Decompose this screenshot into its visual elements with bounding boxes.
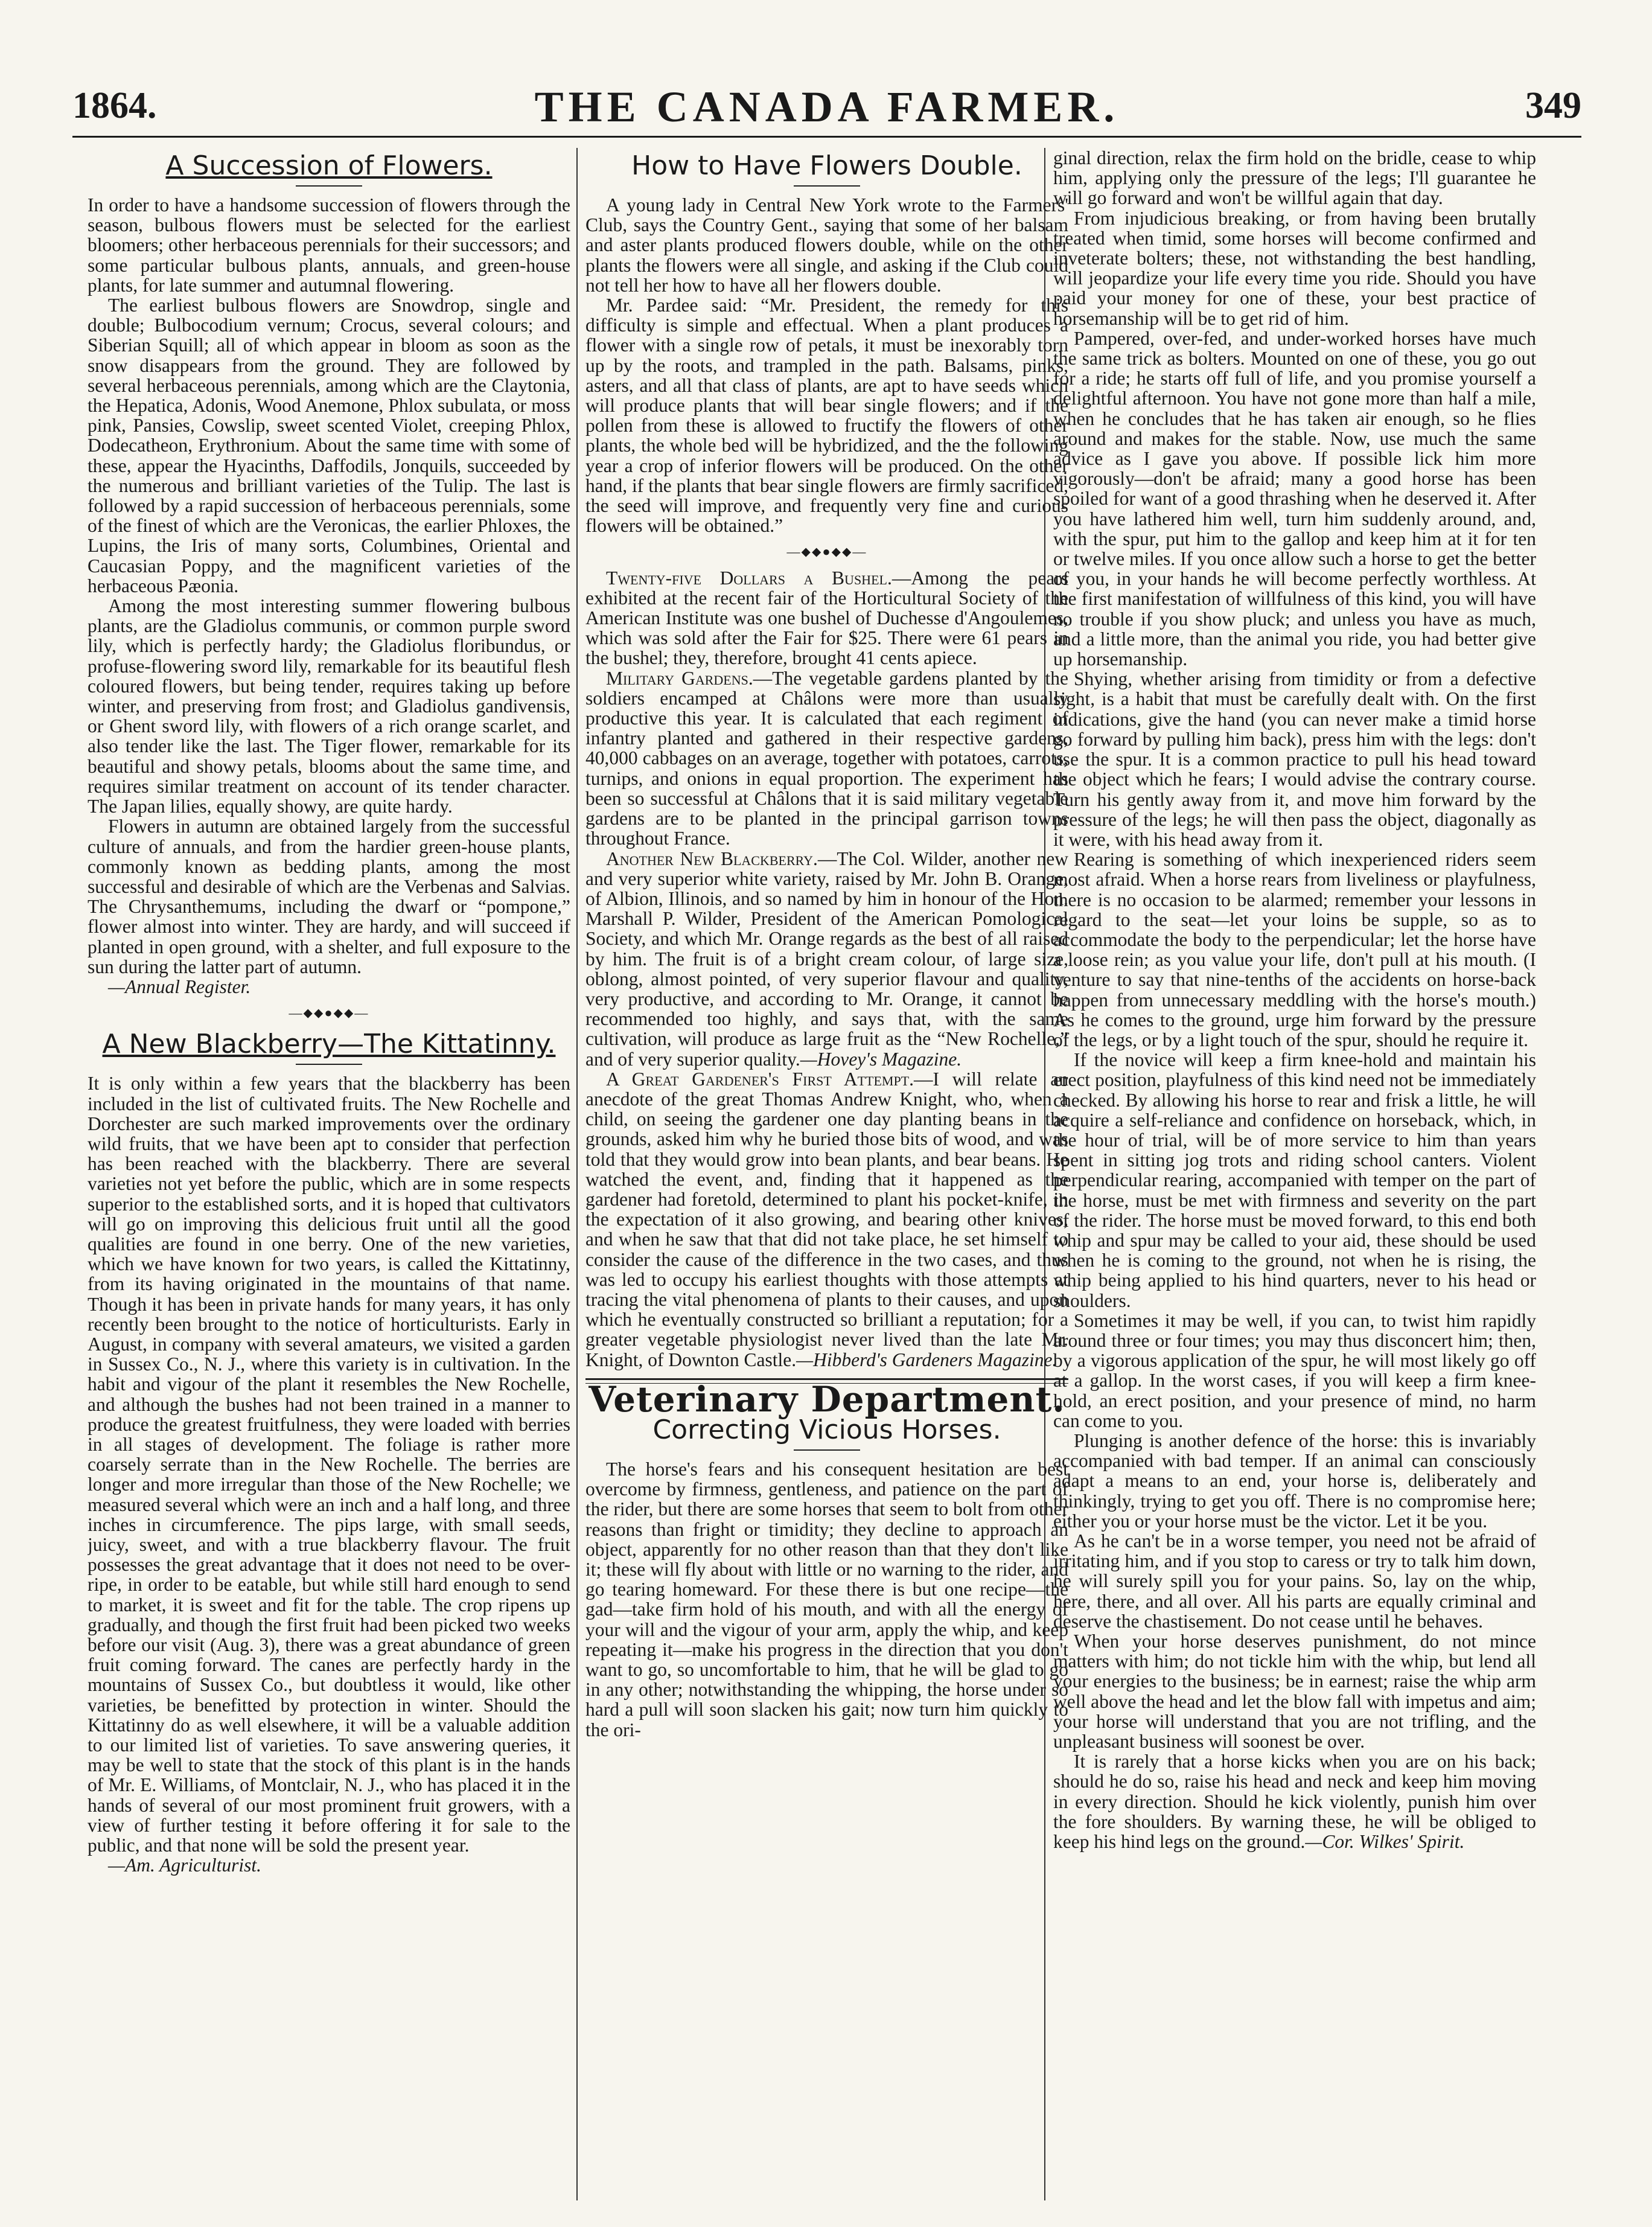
- paragraph: As he can't be in a worse temper, you need not be afraid of irritating him, and if you stop to caress or try to talk him down, he will surely spill you for your pains. So, lay on the whip, here, there, and all over. All his parts are equally criminal and deserve the chastisement. Do not cease until he behaves.: [1053, 1530, 1536, 1632]
- paragraph: Pampered, over-fed, and under-worked horses have much the same trick as bolters. Mounted on one of these, you go out for a ride; he starts off full of life, and you promise yourself a delightful afternoon. You have not gone more than half a mile, when he concludes that he has taken air enough, so he flies around and makes for the stable. Now, use much the same advice as I gave you above. If possible lick him more vigorously—don't be afraid; many a good horse has been spoiled for want of a good thrashing when he deserved it. After you have lathered him well, turn him suddenly around, and, with the spur, put him to the gallop and keep him at it for ten or twelve miles. If you once allow such a horse to get the better of you, in your hands he will become perfectly worthless. At the first manifestation of willfulness of this kind, you will have no trouble if you show pluck; and unless you have as much, and a little more, than the animal you ride, you had better give up horsemanship.: [1053, 327, 1536, 670]
- paragraph: From injudicious breaking, or from having been brutally treated when timid, some horses will become confirmed and inveterate bolters; these, not withstanding the best handling, will jeopardize your life every time you ride. Should you have paid your money for one of these, your best practice of horsemanship will be to get rid of him.: [1053, 207, 1536, 329]
- paragraph: The horse's fears and his consequent hesitation are best overcome by firmness, gentleness, and patience on the part of the rider, but there are some horses that seem to bolt from other reasons than fright or timidity; they decline to approach an object, apparently for no other reason than that they don't like it; these will fly about with little or no warning to the rider, and go tearing homeward. For these there is but one recipe—the gad—take firm hold of his mouth, and with all the energy of your will and the vigour of your arm, apply the whip, and keep repeating it—make his progress in the direction that you don't want to go, so uncomfortable to him, that he will be glad to go in any other; notwithstanding the whipping, the horse under so hard a pull will soon slacken his gait; now turn him quickly to the ori-: [585, 1458, 1068, 1740]
- paragraph: Rearing is something of which inexperienced riders seem most afraid. When a horse rears from liveliness or playfulness, there is no occasion to be alarmed; remember your lessons in regard to the seat—let your loins be supple, so as to accommodate the body to the perpendicular; let the horse have a loose rein; as you value your life, don't pull at his mouth. (I venture to say that nine-tenths of the accidents on horse-back happen from unnecessary meddling with the horse's mouth.) As he comes to the ground, urge him forward by the pressure of the legs, or by a light touch of the spur, should he require it.: [1053, 849, 1536, 1050]
- newspaper-title: THE CANADA FARMER.: [534, 83, 1120, 131]
- paragraph: Among the most interesting summer flowering bulbous plants, are the Gladiolus communis, or common purple sword lily, which is perfectly hardy; the Gladiolus floribundus, or profuse-flowering sword lily, remarkable for its beautiful flesh coloured flowers, but being tender, requires taking up before winter, and preserving from frost; and Gladiolus gandivensis, or Ghent sword lily, with flowers of a rich orange scarlet, and also tender like the last. The Tiger flower, remarkable for its beautiful and showy petals, blooms about the same time, and requires similar treatment on account of its tender character. The Japan lilies, equally showy, are quite hardy.: [88, 595, 570, 817]
- title-rule: [296, 185, 362, 187]
- issue-year: 1864.: [72, 85, 157, 126]
- section-ornament: —⬥⬥●⬥⬥—: [786, 544, 867, 560]
- article-title-blackberry: A New Blackberry—The Kittatinny.: [102, 1029, 556, 1060]
- paragraph: When your horse deserves punishment, do not mince matters with him; do not tickle him with the whip, but lend all your energies to the business; be in earnest; raise the whip arm well above the head and let the blow fall with impetus and aim; your horse will understand that you are not trifling, and the unpleasant business will soonest be over.: [1053, 1631, 1536, 1753]
- title-rule: [794, 1449, 860, 1451]
- article-title-vicious-horses: Correcting Vicious Horses.: [652, 1414, 1001, 1445]
- paragraph: Mr. Pardee said: “Mr. President, the remedy for this difficulty is simple and effectual. When a plant produces a flower with a single row of petals, it must be inexorably torn up by the roots, and trampled in the path. Balsams, pinks, asters, and all that class of plants, are apt to have seeds which will produce plants that will bear single flowers; and if the pollen from these is allowed to fructify the flowers of other plants, the whole bed will be hybridized, and the the following year a crop of inferior flowers will be produced. On the other hand, if the plants that bear single flowers are firmly sacrificed, the seed will improve, and frequently very fine and curious flowers will be obtained.”: [585, 295, 1068, 537]
- news-item-bushel: Twenty-five Dollars a Bushel.—Among the pears exhibited at the recent fair of the Horticultural Society of the American Institute was one bushel of Duchesse d'Angoulemes, which was sold after the Fair for $25. There were 61 pears in the bushel; they, therefore, brought 41 cents apiece.: [585, 567, 1068, 669]
- paragraph: It is rarely that a horse kicks when you are on his back; should he do so, raise his head and neck and keep him moving in every direction. Should he kick violently, punish him over the fore shoulders. By warning these, he will be obliged to keep his hind legs on the ground.—Cor. Wilkes' Spirit.: [1053, 1751, 1536, 1853]
- paragraph: It is only within a few years that the blackberry has been included in the list of cultivated fruits. The New Rochelle and Dorchester are such marked improvements over the ordinary wild fruits, that we have been apt to consider that perfection has been reached with the blackberry. There are several varieties not yet before the public, which are in some respects superior to the established sorts, and it is hoped that cultivators will go on improving this delicious fruit until all the good qualities are found in one berry. One of the new varieties, which we have known for two years, is called the Kittatinny, from its having originated in the mountains of that name. Though it has been in private hands for many years, it has only recently been brought to the notice of horticulturists. Early in August, in company with several amateurs, we visited a garden in Sussex Co., N. J., where this variety is in cultivation. In the habit and vigour of the plant it resembles the New Rochelle, and although the bushes had not been trained in a manner to produce the greatest fruitfulness, they were loaded with berries in all stages of development. The foliage is rather more coarsely serrate than in the New Rochelle. The berries are longer and more irregular than those of the New Rochelle; we measured several which were an inch and a half long, and three inches in circumference. The pips large, with small seeds, juicy, sweet, and with a true blackberry flavour. The fruit possesses the great advantage that it does not need to be over-ripe, in order to be eatable, but while still hard enough to send to market, it is sweet and fit for the table. The crop ripens up gradually, and though the first fruit had been picked two weeks before our visit (Aug. 3), there was a great abundance of green fruit coming forward. The canes are perfectly hardy in the mountains of Sussex Co., but doubtless it would, like other varieties, be benefitted by protection in winter. Should the Kittatinny do as well elsewhere, it will be a valuable addition to our limited list of varieties. To save answering queries, it may be well to state that the stock of this plant is in the hands of Mr. E. Williams, of Montclair, N. J., who has placed it in the hands of several of our most prominent fruit growers, with a view of further testing it before offering it for sale to the public, and that none will be sold the present year.: [88, 1073, 570, 1856]
- paragraph: If the novice will keep a firm knee-hold and maintain his erect position, playfulness of this kind need not be immediately checked. By allowing his horse to rear and frisk a little, he will acquire a self-reliance and confidence on horseback, which, in the hour of trial, will be of more service to him than years spent in sitting jog trots and riding school canters. Violent perpendicular rearing, accompanied with temper on the part of the horse, must be met with firmness and severity on the part of the rider. The horse must be moved forward, to this end both whip and spur may be called to your aid, these should be used when he is coming to the ground, not when he is rising, the whip being applied to his hind quarters, never to his head or shoulders.: [1053, 1049, 1536, 1311]
- column-1: [88, 148, 570, 2206]
- article-title-double-flowers: How to Have Flowers Double.: [631, 150, 1022, 181]
- paragraph: Flowers in autumn are obtained largely from the successful culture of annuals, and from the hardier green-house plants, commonly known as bedding plants, among the most successful and desirable of which are the Verbenas and Salvias. The Chrysanthemums, including the dwarf or “pompone,” flower almost into winter. They are hardy, and will succeed if planted in open ground, with a shelter, and full exposure to the sun during the latter part of autumn.: [88, 816, 570, 977]
- paragraph: Sometimes it may be well, if you can, to twist him rapidly around three or four times; you may thus disconcert him; then, by a vigorous application of the spur, he will most likely go off at a gallop. In the worst cases, if you will keep a firm knee-hold, an erect position, and your presence of mind, no harm can come to you.: [1053, 1309, 1536, 1431]
- page-number: 349: [1525, 85, 1581, 126]
- paragraph: In order to have a handsome succession of flowers through the season, bulbous flowers must be selected for the earliest bloomers; other herbaceous perennials for their successors; and some particular bulbous plants, annuals, and green-house plants, for late summer and autumnal flowering.: [88, 194, 570, 296]
- paragraph: A young lady in Central New York wrote to the Farmers' Club, says the Country Gent., saying that some of her balsam and aster plants produced flowers double, while on the other plants the flowers were all single, and asking if the Club could not tell her how to have all her flowers double.: [585, 194, 1068, 296]
- section-ornament: —⬥⬥●⬥⬥—: [289, 1005, 369, 1021]
- column-3: [1053, 148, 1536, 2206]
- source-credit: —Am. Agriculturist.: [108, 1855, 262, 1876]
- paragraph: Plunging is another defence of the horse: this is invariably accompanied with bad temper. If an animal can consciously adapt a means to an end, your horse is, deliberately and thinkingly, trying to get you off. There is no compromise here; either you or your horse must be the victor. Let it be you.: [1053, 1430, 1536, 1532]
- news-item-gardener: A Great Gardener's First Attempt.—I will relate an anecdote of the great Thomas Andrew Knight, who, when a child, on seeing the gardener one day planting beans in the grounds, asked him why he buried those bits of wood, and was told that they would grow into bean plants, and bear beans. He watched the event, and, finding that it happened as the gardener had foretold, determined to plant his pocket-knife, in the expectation of it also growing, and bearing other knives, and when he saw that that did not take place, he set himself to consider the cause of the difference in the two cases, and thus was led to occupy his earliest thoughts with those attempts at tracing the vital phenomena of plants to their causes, and upon which he eventually constructed so brilliant a reputation; for a greater vegetable physiologist never lived than the late Mr. Knight, of Downton Castle.—Hibberd's Gardeners Magazine.: [585, 1068, 1068, 1370]
- source-credit: —Annual Register.: [108, 976, 251, 997]
- news-item-military-gardens: Military Gardens.—The vegetable gardens planted by the soldiers encamped at Châlons were more than usually productive this year. It is calculated that each regiment of infantry planted and gathered in their respective gardens, 40,000 cabbages on an average, together with potatoes, carrots, turnips, and onions in equal proportion. The experiment has been so successful at Châlons that it is said military vegetable gardens are to be planted in the principal garrison towns throughout France.: [585, 667, 1068, 849]
- department-heading: Veterinary Department.: [588, 1378, 1065, 1420]
- article-title-succession: A Succession of Flowers.: [165, 150, 493, 181]
- column-2: [585, 148, 1068, 2206]
- masthead: [72, 78, 1581, 138]
- column-divider: [576, 148, 578, 2200]
- news-item-blackberry: Another New Blackberry.—The Col. Wilder, another new and very superior white variety, raised by Mr. John B. Orange, of Albion, Illinois, and so named by him in honour of the Hon. Marshall P. Wilder, President of the American Pomological Society, and which Mr. Orange regards as the best of all raised by him. The fruit is of a bright cream colour, of large size, oblong, almost pointed, of very superior flavour and quality, very productive, and according to Mr. Orange, it cannot be recommended too highly, and says that, with the same cultivation, will produce as large fruit as the “New Rochelle,” and of very superior quality.—Hovey's Magazine.: [585, 848, 1068, 1070]
- title-rule: [296, 1064, 362, 1065]
- paragraph: The earliest bulbous flowers are Snowdrop, single and double; Bulbocodium vernum; Crocus, several colours; and Siberian Squill; all of which appear in bloom as soon as the snow disappears from the ground. They are followed by several herbaceous perennials, among which are the Claytonia, the Hepatica, Adonis, Wood Anemone, Phlox subulata, or moss pink, Pansies, Cowslip, sweet scented Violet, creeping Phlox, Dodecatheon, Erythronium. About the same time with some of these, appear the Hyacinths, Daffodils, Jonquils, succeeded by the numerous and brilliant varieties of the Tulip. The last is followed by a rapid succession of herbaceous perennials, some of the finest of which are the Veronicas, the earlier Phloxes, the Lupins, the Iris of many sorts, Columbines, Oriental and Caucasian Poppy, and the magnificent varieties of the herbaceous Pæonia.: [88, 295, 570, 596]
- paragraph: Shying, whether arising from timidity or from a defective sight, is a habit that must be carefully dealt with. On the first indications, give the hand (you can never make a timid horse go forward by pulling him back), press him with the legs: don't use the spur. It is a common practice to pull his head toward the object which he fears; I would advise the contrary course. Turn his gently away from it, and move him forward by the pressure of the legs; he will then pass the object, diagonally as it were, with his head away from it.: [1053, 668, 1536, 850]
- paragraph: ginal direction, relax the firm hold on the bridle, cease to whip him, applying only the pressure of the legs; I'll guarantee he will go forward and won't be willful again that day.: [1053, 148, 1536, 209]
- title-rule: [794, 185, 860, 187]
